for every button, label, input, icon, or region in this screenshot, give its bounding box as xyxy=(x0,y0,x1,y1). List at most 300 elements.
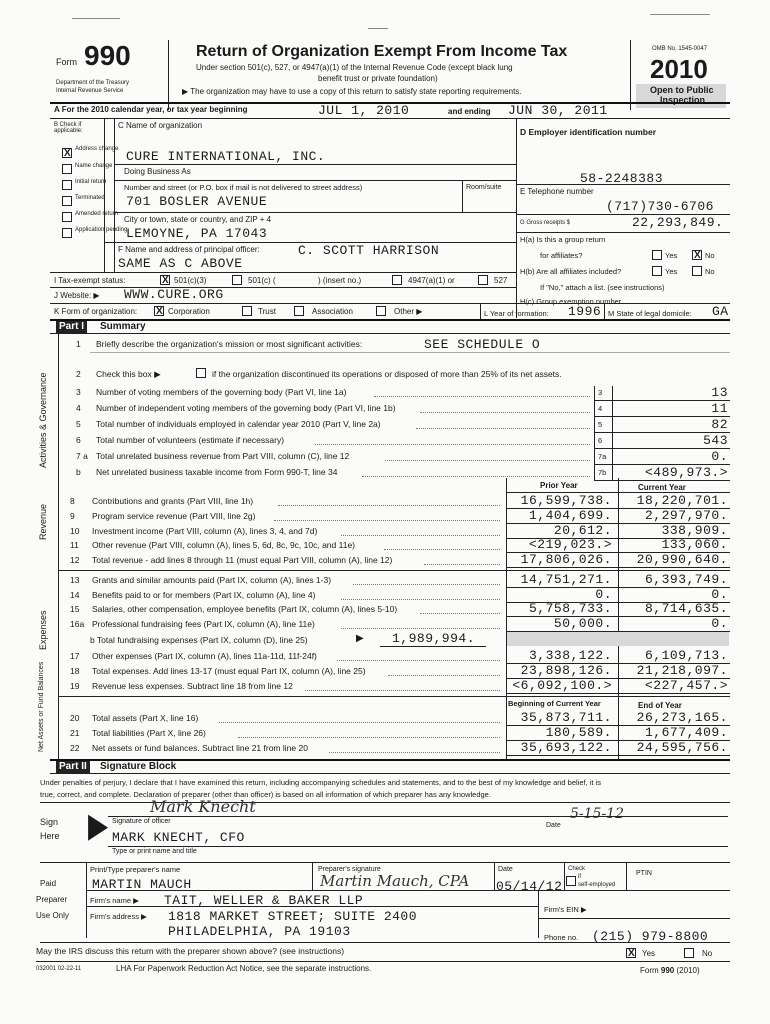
form-of-org-label: K Form of organization: xyxy=(54,307,138,316)
gov-line-number: 3 xyxy=(76,387,81,397)
gov-line-number: 5 xyxy=(76,419,81,429)
expense-line-number: 16a xyxy=(70,618,85,629)
b-item-label: Amended return xyxy=(75,211,119,217)
gov-line-label: Total number of individuals employed in calendar year 2010 (Part V, line 2a) xyxy=(96,419,381,429)
expense-line-current-year[interactable]: 0. xyxy=(711,586,728,602)
expense-line-label: Benefits paid to or for members (Part IX, column (A), line 4) xyxy=(92,589,316,600)
rule xyxy=(86,890,730,891)
check-if-label: B Check if applicable: xyxy=(54,122,83,134)
part1-tag: Part I xyxy=(56,321,87,333)
hb-no-label: No xyxy=(705,267,715,276)
form-label: Form xyxy=(56,57,77,67)
footer-form-year: (2010) xyxy=(676,966,700,975)
revenue-line-current-year[interactable]: 20,990,640. xyxy=(636,552,728,568)
row-rule xyxy=(594,416,730,417)
expense-line-label: Other expenses (Part IX, column (A), lines 11a-11d, 11f-24f) xyxy=(92,651,317,661)
discuss-question: May the IRS discuss this return with the preparer shown above? (see instructions) xyxy=(36,946,345,956)
4947-checkbox[interactable] xyxy=(392,275,402,285)
line16b-label: b Total fundraising expenses (Part IX, column (D), line 25) xyxy=(90,635,308,645)
net-asset-line-label: Total assets (Part X, line 16) xyxy=(92,713,199,723)
application-pending-checkbox[interactable] xyxy=(62,228,72,238)
firm-name-label-text: Firm's name xyxy=(90,896,132,905)
rule xyxy=(50,287,516,288)
ha-label: H(a) Is this a group return xyxy=(520,235,606,244)
domicile-label: M State of legal domicile: xyxy=(608,309,692,318)
scan-mark xyxy=(368,28,388,29)
dept-treasury: Department of the Treasury xyxy=(56,80,130,86)
row-rule xyxy=(594,480,730,481)
firm-ein-label-text: Firm's EIN xyxy=(544,905,579,914)
revenue-line-current-year[interactable]: 338,909. xyxy=(661,522,728,538)
tax-year-begin: JUL 1, 2010 xyxy=(318,103,410,118)
firm-address-2[interactable]: PHILADELPHIA, PA 19103 xyxy=(168,924,351,939)
here-label: Here xyxy=(40,831,60,841)
tax-year-end: JUN 30, 2011 xyxy=(508,103,608,118)
leader-dots xyxy=(416,428,590,429)
shaded-cell xyxy=(507,632,729,646)
self-employed-checkbox[interactable] xyxy=(566,876,576,886)
expense-line-current-year[interactable]: 21,218,097. xyxy=(636,662,728,678)
initial-return-checkbox[interactable] xyxy=(62,180,72,190)
preparer-signature[interactable]: Martin Mauch, CPA xyxy=(320,872,470,890)
527-checkbox[interactable] xyxy=(478,275,488,285)
expense-line-label: Revenue less expenses. Subtract line 18 from line 12 xyxy=(92,680,293,691)
revenue-line-label: Total revenue - add lines 8 through 11 (must equal Part VIII, column (A), line 12) xyxy=(92,555,393,566)
revenue-line-label: Investment income (Part VIII, column (A), lines 3, 4, and 7d) xyxy=(92,525,318,536)
row-rule xyxy=(506,693,730,694)
prep-sig-label: Preparer's signature xyxy=(318,866,381,873)
527-label: 527 xyxy=(494,276,508,285)
insert-no-label: ) (insert no.) xyxy=(318,276,362,285)
hb-note: If "No," attach a list. (see instructions) xyxy=(540,283,665,292)
expense-line-prior-year[interactable]: 3,338,122. xyxy=(528,648,612,663)
ha-no-label: No xyxy=(705,251,715,260)
rule xyxy=(114,180,516,181)
penalty-text-2: true, correct, and complete. Declaration of preparer (other than officer) is based on all information of which preparer has any knowledge. xyxy=(40,790,491,799)
rule xyxy=(50,773,730,774)
rule xyxy=(50,303,730,304)
b-item-label: Address change xyxy=(75,146,119,152)
line2-number: 2 xyxy=(76,369,81,379)
ptin-label: PTIN xyxy=(636,870,652,877)
sign-here-arrow: ▶ xyxy=(88,805,108,845)
rule xyxy=(58,570,730,571)
part2-title: Signature Block xyxy=(100,761,177,772)
line1-number: 1 xyxy=(76,339,81,349)
revenue-line-label: Contributions and grants (Part VIII, line 1h) xyxy=(92,496,254,506)
revenue-line-current-year[interactable]: 18,220,701. xyxy=(636,493,728,508)
rule xyxy=(40,942,730,943)
telephone-label: E Telephone number xyxy=(520,187,594,196)
rule xyxy=(538,918,730,919)
side-label-expenses: Expenses xyxy=(38,610,48,650)
expense-line-current-year[interactable]: 0. xyxy=(711,615,728,631)
line2-text: if the organization discontinued its operations or disposed of more than 25% of its net assets. xyxy=(212,369,562,379)
501c-label: 501(c) ( xyxy=(248,276,276,285)
net-asset-line-number: 22 xyxy=(70,743,80,753)
trust-label: Trust xyxy=(258,307,276,316)
discuss-no-label: No xyxy=(702,949,713,958)
line2-check-text: Check this box xyxy=(96,369,152,379)
b-item-label: Initial return xyxy=(75,179,107,185)
discontinued-checkbox[interactable] xyxy=(196,368,206,378)
501c3-checkbox[interactable] xyxy=(160,275,170,285)
net-asset-line-current-year[interactable]: 24,595,756. xyxy=(636,740,728,755)
firm-ein-label: Firm's EIN ▶ xyxy=(544,905,587,914)
paid-label: Paid xyxy=(40,879,57,888)
expense-line-number: 18 xyxy=(70,665,80,676)
gov-line-label: Net unrelated business taxable income from Form 990-T, line 34 xyxy=(96,467,338,477)
gov-line-label: Total number of volunteers (estimate if necessary) xyxy=(96,435,285,445)
revenue-line-prior-year[interactable]: 1,404,699. xyxy=(528,507,612,523)
expense-line-prior-year[interactable]: 23,898,126. xyxy=(520,662,612,678)
leader-dots xyxy=(341,628,500,629)
gov-line-value[interactable]: 0. xyxy=(711,449,728,464)
rule xyxy=(86,906,538,907)
tax-exempt-label: I Tax-exempt status: xyxy=(54,276,126,285)
line16b-value[interactable]: 1,989,994. xyxy=(392,631,476,646)
prep-date-label: Date xyxy=(498,866,513,873)
expense-line-prior-year[interactable]: 50,000. xyxy=(553,615,612,631)
expense-line-prior-year[interactable]: 0. xyxy=(595,586,612,602)
preparer-label: Preparer xyxy=(36,895,68,904)
hb-yes-label: Yes xyxy=(665,267,678,276)
other-label: Other ▶ xyxy=(394,307,423,316)
rule xyxy=(50,272,516,273)
side-label-revenue: Revenue xyxy=(38,503,48,540)
org-name[interactable]: CURE INTERNATIONAL, INC. xyxy=(126,149,326,164)
form-subtitle-2: benefit trust or private foundation) xyxy=(318,74,438,83)
domicile-value[interactable]: GA xyxy=(712,304,729,319)
divider xyxy=(114,118,115,272)
gross-receipts-value[interactable]: 22,293,849. xyxy=(632,215,724,230)
rule xyxy=(516,232,730,233)
firm-name[interactable]: TAIT, WELLER & BAKER LLP xyxy=(164,893,364,908)
gov-line-box: 3 xyxy=(598,388,603,397)
rule xyxy=(50,319,730,321)
hb-no-checkbox[interactable] xyxy=(692,266,702,276)
ha-yes-label: Yes xyxy=(665,251,678,260)
self-employed-label: self-employed xyxy=(578,882,616,888)
use-only-label: Use Only xyxy=(36,911,69,920)
officer-signature[interactable]: Mark Knecht xyxy=(150,797,256,816)
date-label: Date xyxy=(546,822,561,829)
gov-line-box: 7b xyxy=(598,468,607,477)
net-asset-line-label: Net assets or fund balances. Subtract line 21 from line 20 xyxy=(92,743,308,753)
expense-line-number: 15 xyxy=(70,604,80,615)
revenue-line-prior-year[interactable]: 20,612. xyxy=(553,522,612,538)
divider xyxy=(494,862,495,890)
gov-line-number: b xyxy=(76,467,81,477)
corporation-checkbox[interactable] xyxy=(154,306,164,316)
gross-receipts-label: G Gross receipts $ xyxy=(520,220,571,226)
rule xyxy=(50,118,730,119)
expense-line-number: 19 xyxy=(70,680,80,691)
divider xyxy=(516,118,517,318)
city-state-zip[interactable]: LEMOYNE, PA 17043 xyxy=(126,226,268,241)
terminated-checkbox[interactable] xyxy=(62,196,72,206)
leader-dots xyxy=(362,476,590,477)
divider xyxy=(168,40,169,110)
ha-no-checkbox[interactable] xyxy=(692,250,702,260)
ha-yes-checkbox[interactable] xyxy=(652,250,662,260)
expense-line-number: 17 xyxy=(70,651,80,661)
rule xyxy=(108,846,728,847)
firm-name-label: Firm's name ▶ xyxy=(90,896,139,905)
expense-line-label: Grants and similar amounts paid (Part IX, column (A), lines 1-3) xyxy=(92,575,332,585)
b-item-label: Terminated xyxy=(75,195,105,201)
net-asset-line-current-year[interactable]: 26,273,165. xyxy=(636,710,728,725)
discuss-yes-checkbox[interactable] xyxy=(626,948,636,958)
firm-address-1[interactable]: 1818 MARKET STREET; SUITE 2400 xyxy=(168,909,418,924)
revenue-line-number: 12 xyxy=(70,555,80,566)
rule xyxy=(50,333,730,334)
other-checkbox[interactable] xyxy=(376,306,386,316)
leader-dots xyxy=(420,412,590,413)
eoy-header: End of Year xyxy=(638,701,682,710)
open-public-1: Open to Public xyxy=(650,85,714,95)
dba-label: Doing Business As xyxy=(124,167,191,176)
leader-dots xyxy=(315,444,590,445)
year-formation-value[interactable]: 1996 xyxy=(568,304,602,319)
501c3-label: 501(c)(3) xyxy=(174,276,207,285)
penalty-text-1: Under penalties of perjury, I declare that I have examined this return, including accompanying schedules and statements, and to the best of my knowledge and belief, it is xyxy=(40,778,602,787)
4947-label: 4947(a)(1) or xyxy=(408,276,455,285)
leader-dots xyxy=(388,675,500,676)
net-asset-line-label: Total liabilities (Part X, line 26) xyxy=(92,728,206,738)
leader-dots xyxy=(305,690,500,691)
line-a-label: A For the 2010 calendar year, or tax year beginning xyxy=(54,105,248,114)
hb-label: H(b) Are all affiliates included? xyxy=(520,267,622,276)
form-title: Return of Organization Exempt From Income Tax xyxy=(196,43,568,60)
principal-officer-address[interactable]: SAME AS C ABOVE xyxy=(118,256,243,271)
omb-number: OMB No. 1545-0047 xyxy=(652,46,708,52)
other-label-text: Other xyxy=(394,307,415,316)
officer-name-title[interactable]: MARK KNECHT, CFO xyxy=(112,830,245,845)
principal-officer-name[interactable]: C. SCOTT HARRISON xyxy=(298,243,440,258)
b-item-label: Application pending xyxy=(75,227,128,233)
part1-title: Summary xyxy=(100,321,146,332)
phone-label: Phone no. xyxy=(544,933,579,942)
room-suite-label: Room/suite xyxy=(466,184,502,191)
divider xyxy=(538,890,539,938)
expense-line-prior-year[interactable]: <6,092,100.> xyxy=(512,677,612,693)
revenue-line-label: Other revenue (Part VIII, column (A), lines 5, 6d, 8c, 9c, 10c, and 11e) xyxy=(92,540,355,551)
expense-line-label: Salaries, other compensation, employee benefits (Part IX, column (A), lines 5-10) xyxy=(92,604,398,615)
form-code: 032001 02-22-11 xyxy=(36,966,82,972)
side-label-gov: Activities & Governance xyxy=(38,372,48,468)
footer-form-number: 990 xyxy=(660,966,675,975)
leader-dots xyxy=(420,613,500,614)
website-label: J Website: ▶ xyxy=(54,291,100,300)
prep-name-label: Print/Type preparer's name xyxy=(90,865,181,874)
rule xyxy=(516,184,730,185)
row-rule xyxy=(506,631,730,632)
discuss-yes-label: Yes xyxy=(642,949,656,958)
expense-line-number: 14 xyxy=(70,589,80,600)
year-formation-label: L Year of formation: xyxy=(484,309,549,318)
discuss-no-checkbox[interactable] xyxy=(684,948,694,958)
corporation-label: Corporation xyxy=(168,307,210,316)
side-label-net-assets: Net Assets or Fund Balances xyxy=(38,661,45,752)
expense-line-current-year[interactable]: 6,109,713. xyxy=(644,648,728,663)
row-rule xyxy=(594,400,730,401)
divider xyxy=(630,40,631,110)
street-address[interactable]: 701 BOSLER AVENUE xyxy=(126,194,268,209)
open-public-2: Inspection xyxy=(660,95,706,105)
form-number: 990 xyxy=(84,40,131,71)
ein-value[interactable]: 58-2248383 xyxy=(580,171,664,186)
gov-line-box: 5 xyxy=(598,420,603,429)
revenue-line-current-year[interactable]: 133,060. xyxy=(661,537,728,553)
association-checkbox[interactable] xyxy=(294,306,304,316)
net-asset-line-prior-year[interactable]: 180,589. xyxy=(545,725,612,740)
ein-label: D Employer identification number xyxy=(520,127,657,137)
sign-label: Sign xyxy=(40,817,59,827)
revenue-line-prior-year[interactable]: <219,023.> xyxy=(528,537,612,553)
type-name-label: Type or print name and title xyxy=(112,848,197,855)
net-asset-line-prior-year[interactable]: 35,693,122. xyxy=(520,740,612,755)
gov-line-number: 7 a xyxy=(76,451,88,461)
and-ending-label: and ending xyxy=(448,107,491,116)
rule xyxy=(108,816,728,817)
rule xyxy=(114,164,516,165)
gov-line-value[interactable]: 13 xyxy=(711,385,728,400)
telephone-value[interactable]: (717)730-6706 xyxy=(606,199,714,214)
net-asset-line-prior-year[interactable]: 35,873,711. xyxy=(520,710,612,725)
leader-dots xyxy=(278,505,500,506)
gov-line-box: 4 xyxy=(598,404,603,413)
revenue-line-prior-year[interactable]: 16,599,738. xyxy=(520,493,612,508)
leader-dots xyxy=(219,722,501,723)
trust-checkbox[interactable] xyxy=(242,306,252,316)
gov-line-label: Number of independent voting members of the governing body (Part VI, line 1b) xyxy=(96,403,396,413)
divider xyxy=(604,303,605,319)
gov-line-number: 4 xyxy=(76,403,81,413)
gov-line-number: 6 xyxy=(76,435,81,445)
revenue-line-number: 9 xyxy=(70,510,75,521)
rule xyxy=(40,802,730,803)
line1-label: Briefly describe the organization's mission or most significant activities: xyxy=(96,339,363,349)
gov-line-box: 7a xyxy=(598,452,607,461)
leader-dots xyxy=(374,396,591,397)
website-value[interactable]: WWW.CURE.ORG xyxy=(124,287,224,302)
net-asset-line-number: 21 xyxy=(70,728,80,738)
city-label: City or town, state or country, and ZIP + 4 xyxy=(124,215,272,224)
leader-dots xyxy=(238,737,500,738)
website-label-text: J Website: xyxy=(54,291,92,300)
revenue-line-number: 10 xyxy=(70,525,80,536)
gov-line-box: 6 xyxy=(598,436,603,445)
preparer-date[interactable]: 05/14/12 xyxy=(496,879,563,894)
divider xyxy=(564,862,565,890)
ha-label-2: for affiliates? xyxy=(540,251,583,260)
expense-line-current-year[interactable]: 6,393,749. xyxy=(644,572,728,587)
scan-mark xyxy=(650,14,710,15)
divider xyxy=(626,862,627,890)
firm-address-label: Firm's address ▶ xyxy=(90,912,147,921)
leader-dots xyxy=(329,752,500,753)
b-item-label: Name change xyxy=(75,163,113,169)
hb-yes-checkbox[interactable] xyxy=(652,266,662,276)
amended-return-checkbox[interactable] xyxy=(62,212,72,222)
address-change-checkbox[interactable] xyxy=(62,148,72,158)
expense-line-current-year[interactable]: 8,714,635. xyxy=(644,601,728,617)
notice-text: The organization may have to use a copy of this return to satisfy state reporting requirements. xyxy=(190,87,522,96)
leader-dots xyxy=(424,564,500,565)
preparer-name[interactable]: MARTIN MAUCH xyxy=(92,877,192,892)
leader-dots xyxy=(337,660,500,661)
expense-line-current-year[interactable]: <227,457.> xyxy=(644,677,728,693)
row-rule xyxy=(506,755,730,756)
gov-line-value[interactable]: 82 xyxy=(711,417,728,432)
line16b-arrow: ▶ xyxy=(356,633,364,644)
hc-label: H(c) Group exemption number xyxy=(520,297,622,306)
line2-check-label: Check this box ▶ xyxy=(96,369,161,379)
association-label: Association xyxy=(312,307,353,316)
divider xyxy=(480,303,481,319)
gov-line-label: Number of voting members of the governing body (Part VI, line 1a) xyxy=(96,387,347,397)
expense-line-label: Professional fundraising fees (Part IX, column (A), line 11e) xyxy=(92,618,315,629)
rule xyxy=(58,696,730,697)
sign-date-value[interactable]: 5-15-12 xyxy=(570,806,624,822)
form-subtitle-1: Under section 501(c), 527, or 4947(a)(1) of the Internal Revenue Code (except black lung xyxy=(196,63,513,72)
revenue-line-label: Program service revenue (Part VIII, line 2g) xyxy=(92,510,256,521)
current-year-header: Current Year xyxy=(638,483,686,492)
scan-mark xyxy=(72,18,120,19)
preparer-phone[interactable]: (215) 979-8800 xyxy=(592,929,709,944)
net-asset-line-current-year[interactable]: 1,677,409. xyxy=(644,725,728,740)
row-rule xyxy=(506,567,730,568)
leader-dots xyxy=(341,535,500,536)
street-label: Number and street (or P.O. box if mail is not delivered to street address) xyxy=(124,183,363,192)
revenue-line-number: 8 xyxy=(70,496,75,506)
leader-dots xyxy=(274,520,500,521)
expense-line-prior-year[interactable]: 5,758,733. xyxy=(528,601,612,617)
gov-line-value[interactable]: 11 xyxy=(711,401,728,416)
lha-notice: LHA For Paperwork Reduction Act Notice, see the separate instructions. xyxy=(116,964,372,973)
state-reporting-notice: ▶ The organization may have to use a copy of this return to satisfy state reporting requirements. xyxy=(182,87,522,96)
part2-tag: Part II xyxy=(56,761,90,773)
leader-dots xyxy=(341,599,500,600)
org-name-label: C Name of organization xyxy=(118,121,203,130)
revenue-line-prior-year[interactable]: 17,806,026. xyxy=(520,552,612,568)
principal-officer-label: F Name and address of principal officer: xyxy=(118,245,260,254)
footer-form xyxy=(640,967,700,975)
expense-line-prior-year[interactable]: 14,751,271. xyxy=(520,572,612,587)
footer-form-label: Form xyxy=(640,966,659,975)
501c-checkbox[interactable] xyxy=(232,275,242,285)
if-label: if xyxy=(578,874,581,880)
divider xyxy=(462,180,463,212)
name-change-checkbox[interactable] xyxy=(62,164,72,174)
expense-line-number: 13 xyxy=(70,575,80,585)
leader-dots xyxy=(353,584,500,585)
rule xyxy=(90,352,730,353)
gov-line-value[interactable]: <489,973.> xyxy=(644,465,728,480)
revenue-line-current-year[interactable]: 2,297,970. xyxy=(644,507,728,523)
check-label: Check xyxy=(568,866,586,872)
divider xyxy=(312,862,313,890)
expense-line-label: Total expenses. Add lines 13-17 (must equal Part IX, column (A), line 25) xyxy=(92,665,366,676)
divider xyxy=(86,862,87,938)
mission-value[interactable]: SEE SCHEDULE O xyxy=(424,337,541,352)
rule xyxy=(36,961,730,962)
rule xyxy=(380,646,486,647)
tax-year: 2010 xyxy=(650,54,708,84)
firm-address-label-text: Firm's address xyxy=(90,912,139,921)
gov-line-value[interactable]: 543 xyxy=(703,433,728,448)
